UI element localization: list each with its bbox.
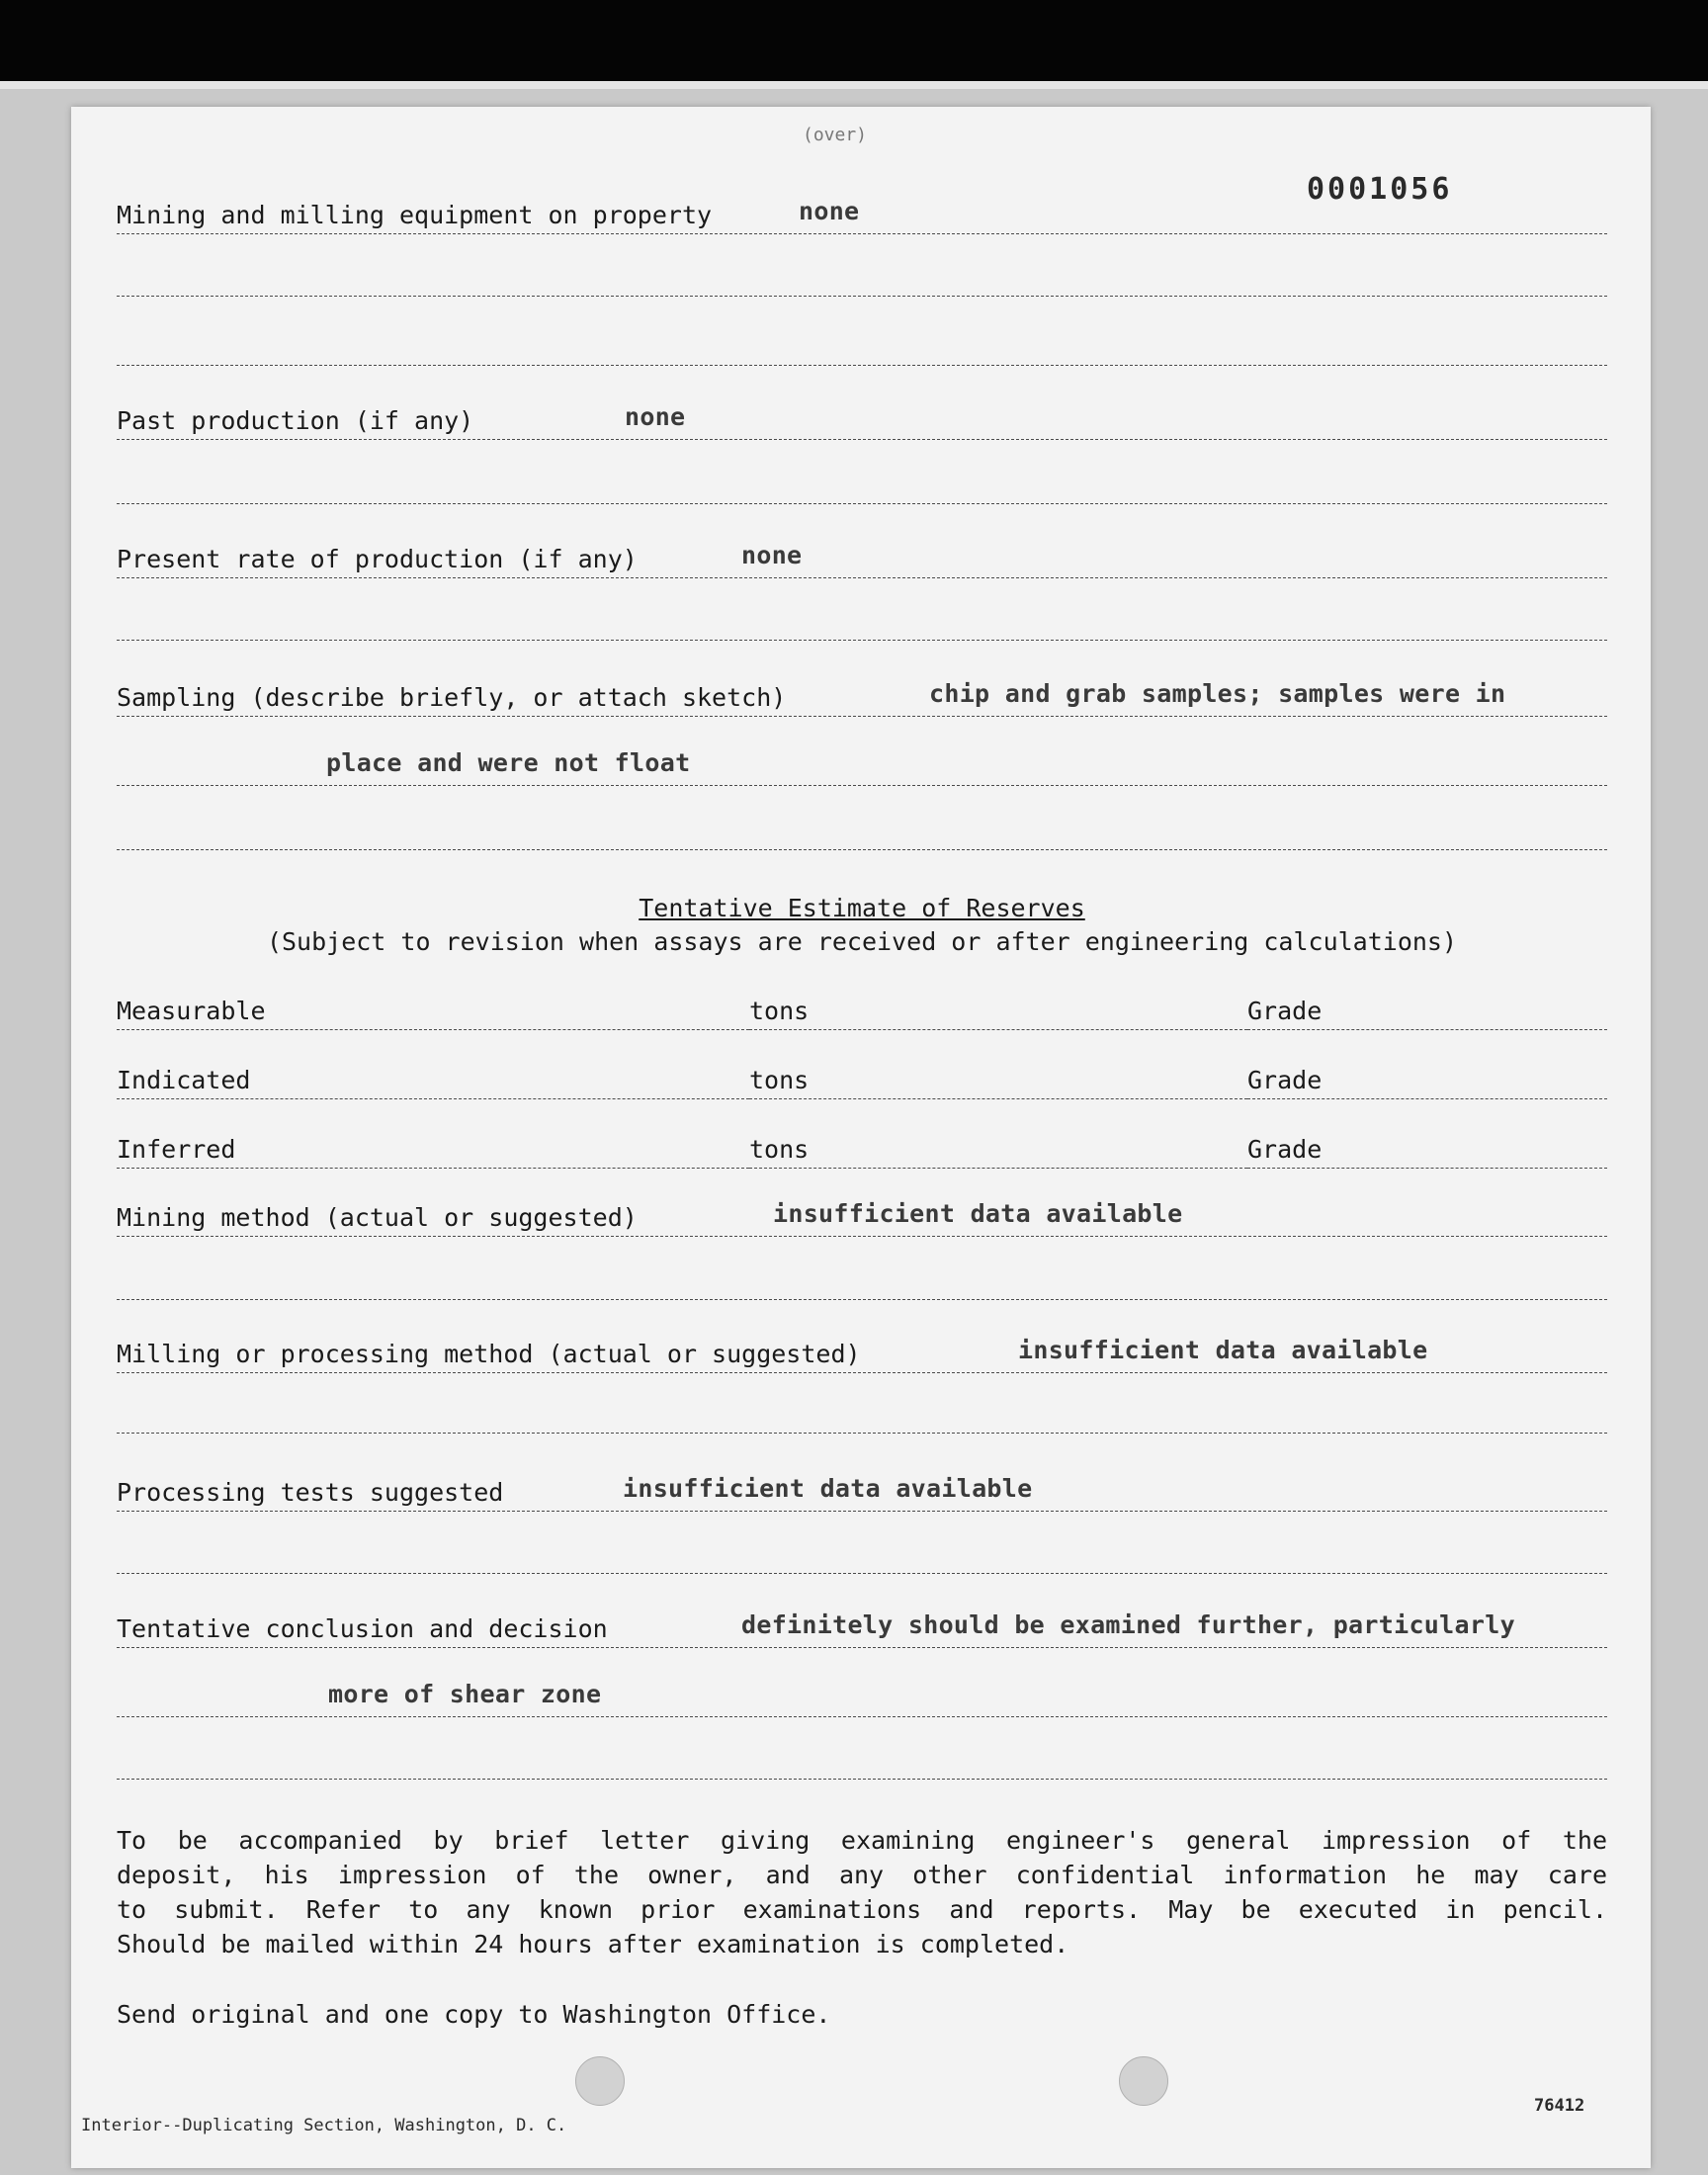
- blank-line: [117, 639, 1607, 641]
- blank-line: [117, 502, 1607, 504]
- past-production-label: Past production (if any): [117, 403, 475, 439]
- grade-label: Grade: [1247, 1063, 1324, 1098]
- reserves-title: Tentative Estimate of Reserves: [639, 894, 1085, 922]
- blank-line: [117, 1432, 1607, 1434]
- sampling-row-continued: [117, 749, 1607, 786]
- reserve-row-indicated: [117, 1064, 1607, 1099]
- scan-top-edge: [0, 81, 1708, 89]
- tons-label: tons: [749, 1132, 811, 1168]
- processing-tests-label: Processing tests suggested: [117, 1475, 505, 1511]
- tons-label: tons: [749, 1063, 811, 1098]
- grade-label: Grade: [1247, 994, 1324, 1029]
- processing-tests-value: insufficient data available: [623, 1474, 1033, 1503]
- equipment-value: none: [799, 197, 860, 225]
- blank-line: [117, 364, 1607, 366]
- scan-top-border: [0, 0, 1708, 81]
- form-code: 76412: [1534, 2096, 1585, 2116]
- reserves-subtitle: (Subject to revision when assays are received or after engineering calculations): [266, 927, 1458, 956]
- equipment-label: Mining and milling equipment on property: [117, 198, 714, 233]
- instructions-line: To be accompanied by brief letter giving examining engineer's general impression of the: [117, 1826, 1607, 1855]
- conclusion-row-continued: [117, 1681, 1607, 1717]
- sampling-row: [117, 680, 1607, 717]
- reserve-label: Indicated: [117, 1063, 252, 1098]
- instructions-paragraph: [117, 1823, 1607, 1961]
- send-instruction: Send original and one copy to Washington Office.: [117, 2000, 831, 2029]
- document-number-stamp: 0001056: [1307, 172, 1453, 207]
- form-page: [71, 107, 1651, 2168]
- present-rate-label: Present rate of production (if any): [117, 542, 640, 577]
- blank-line: [117, 1298, 1607, 1300]
- past-production-row: [117, 403, 1607, 440]
- conclusion-value-line1: definitely should be examined further, particularly: [741, 1610, 1515, 1639]
- reserve-row-inferred: [117, 1133, 1607, 1169]
- instructions-line: to submit. Refer to any known prior examinations and reports. May be executed in pencil.: [117, 1895, 1607, 1924]
- milling-method-row: [117, 1337, 1607, 1373]
- mining-method-value: insufficient data available: [773, 1199, 1183, 1228]
- sampling-label: Sampling (describe briefly, or attach sketch): [117, 680, 788, 716]
- processing-tests-row: [117, 1475, 1607, 1512]
- mining-method-row: [117, 1200, 1607, 1237]
- punch-hole: [1119, 2056, 1168, 2106]
- present-rate-row: [117, 542, 1607, 578]
- reserve-label: Measurable: [117, 994, 268, 1029]
- blank-line: [117, 1778, 1607, 1780]
- instructions-line: deposit, his impression of the owner, and any other confidential information he may care: [117, 1861, 1607, 1889]
- past-production-value: none: [625, 402, 686, 431]
- bleed-through: [249, 255, 263, 283]
- mining-method-label: Mining method (actual or suggested): [117, 1200, 640, 1236]
- sampling-value-line2: place and were not float: [326, 748, 691, 777]
- present-rate-value: none: [741, 541, 803, 569]
- reserve-label: Inferred: [117, 1132, 237, 1168]
- conclusion-row: [117, 1611, 1607, 1648]
- milling-method-value: insufficient data available: [1018, 1336, 1428, 1364]
- punch-hole: [575, 2056, 625, 2106]
- printer-credit: Interior--Duplicating Section, Washington, D. C.: [81, 2116, 567, 2135]
- blank-line: [117, 848, 1607, 850]
- grade-label: Grade: [1247, 1132, 1324, 1168]
- blank-line: [117, 295, 1607, 297]
- top-mark: (over): [803, 125, 868, 145]
- conclusion-value-line2: more of shear zone: [328, 1680, 602, 1708]
- reserve-row-measurable: [117, 995, 1607, 1030]
- instructions-line: Should be mailed within 24 hours after examination is completed.: [117, 1930, 1069, 1958]
- tons-label: tons: [749, 994, 811, 1029]
- sampling-value-line1: chip and grab samples; samples were in: [929, 679, 1506, 708]
- milling-method-label: Milling or processing method (actual or suggested): [117, 1337, 863, 1372]
- blank-line: [117, 1572, 1607, 1574]
- equipment-row: [117, 198, 1607, 234]
- conclusion-label: Tentative conclusion and decision: [117, 1611, 610, 1647]
